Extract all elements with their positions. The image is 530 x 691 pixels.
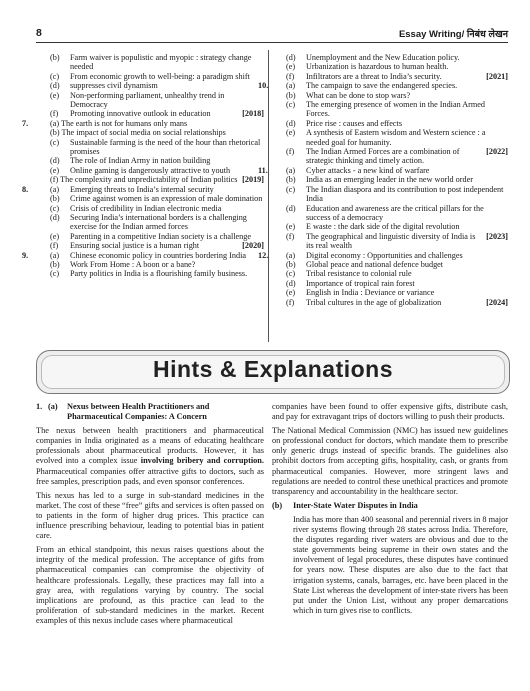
topic-item [50, 119, 264, 128]
item-label: (f) [286, 147, 295, 157]
topic-item [50, 81, 264, 90]
topic-item [50, 128, 264, 137]
item-text: Importance of tropical rain forest [306, 278, 415, 288]
topic-item [50, 166, 264, 175]
question-number: 7. [22, 118, 29, 128]
topic-item [50, 72, 264, 81]
item-label: (f) [286, 231, 295, 241]
item-label: (c) [286, 100, 296, 110]
item-text: English in India : Deviance or variance [306, 288, 435, 298]
topic-item [50, 175, 264, 184]
item-text: The campaign to save the endangered species. [306, 81, 458, 91]
item-text: From economic growth to well-being: a paradigm shift [70, 71, 250, 81]
topic-item [50, 156, 264, 165]
paragraph-a1-post: Pharmaceutical companies offer attractive gifts to doctors, such as free samples, prescription pads, and even sponsor conferences. [36, 466, 264, 486]
item-label: (d) [286, 53, 296, 62]
topic-item [286, 147, 508, 166]
item-label: (c) [50, 137, 60, 147]
section-title: Hints & Explanations [152, 356, 394, 382]
question-group [22, 118, 264, 185]
item-label: (a) [50, 250, 60, 260]
item-text: The geographical and linguistic diversity of India is its real wealth [306, 231, 476, 251]
part-label-b: (b) [272, 500, 283, 510]
item-label: (e) [286, 62, 296, 72]
item-label: (c) [50, 269, 60, 279]
question-list-left [22, 53, 264, 279]
topic-item [286, 53, 508, 62]
item-label: (f) [286, 297, 295, 307]
item-label: (d) [50, 212, 60, 222]
running-title: Essay Writing/ निबंध लेखन [398, 29, 508, 40]
paragraph-a2: This nexus has led to a surge in sub-standard medicines in the market. The cost of these “free” gifts and services is often passed on to patients in the form of higher drug prices. This practice can influence prescribing behaviour, leading to potential bias in patient care. [36, 490, 264, 541]
topic-item [286, 62, 508, 71]
item-text: Farm waiver is populistic and myopic : strategy change needed [70, 53, 252, 72]
item-label: (b) [50, 128, 60, 138]
item-label: (c) [50, 71, 60, 81]
item-label: (b) [50, 194, 60, 204]
item-text: Global peace and national defence budget [306, 259, 444, 269]
item-label: (d) [286, 278, 296, 288]
topic-item [286, 298, 508, 307]
topic-item [50, 232, 264, 241]
item-label: (d) [50, 81, 60, 91]
item-text: The emerging presence of women in the Indian Armed Forces. [306, 100, 486, 119]
topic-item [286, 279, 508, 288]
item-text: suppresses civil dynamism [70, 81, 158, 91]
topic-item [50, 260, 264, 269]
question-group [272, 53, 508, 81]
item-text: The role of Indian Army in nation building [70, 156, 211, 166]
item-label: (b) [286, 175, 296, 185]
item-label: (c) [286, 269, 296, 279]
topic-item [286, 128, 508, 147]
item-label: (c) [286, 184, 296, 194]
item-label: (b) [50, 53, 60, 62]
item-text: Parenting in a competitive Indian society is a challenge [70, 231, 251, 241]
topic-item [50, 185, 264, 194]
paragraph-a3: From an ethical standpoint, this nexus raises questions about the integrity of the medical profession. The acceptance of gifts from pharmaceutical companies can compromise the objectivity of healthcare professionals. Legally, these practices may fall into a gray area, with regulations varying by country. The social implications are profound, as this practice can lead to the proliferation of sub-standard medicines in the market. Recent examples of this nexus include cases where pharmaceutical [36, 545, 264, 625]
topic-item [286, 185, 508, 204]
question-number: 12. [258, 250, 269, 260]
item-text: A synthesis of Eastern wisdom and Western science : a needed goal for humanity. [306, 128, 486, 147]
item-label: (a) [286, 81, 296, 91]
question-number: 11. [258, 165, 268, 175]
item-label: (a) [50, 118, 60, 128]
topic-item [50, 138, 264, 157]
item-text: Chinese economic policy in countries bordering India [70, 250, 246, 260]
item-label: (f) [50, 241, 59, 251]
year-tag: [2018] [242, 109, 264, 119]
paragraph-a1-bold: involving bribery and corruption. [140, 456, 264, 466]
item-label: (b) [286, 259, 296, 269]
item-text: Infiltrators are a threat to India’s security. [306, 71, 442, 81]
topic-item [286, 251, 508, 260]
item-text: The Indian Armed Forces are a combination of strategic thinking and timely action. [306, 147, 460, 166]
item-text: Online gaming is dangerously attractive to youth [70, 165, 231, 175]
item-text: Unemployment and the New Education policy. [306, 53, 460, 62]
question-number: 10. [258, 81, 269, 91]
page-number: 8 [36, 27, 42, 39]
item-text: Tribal cultures in the age of globalization [306, 297, 442, 307]
item-text: Promoting innovative outlook in education [70, 109, 211, 119]
paragraph-a3-continued: companies have been found to offer expensive gifts, distribute cash, and pay for extravagant trips of doctors willing to push their products. [272, 402, 508, 422]
item-text: What can be done to stop wars? [306, 90, 411, 100]
item-text: Sustainable farming is the need of the hour than rhetorical promises [70, 137, 261, 157]
item-label: (f) [50, 109, 59, 119]
item-text: Education and awareness are the critical pillars for the success of a democracy [306, 203, 484, 222]
question-number: 9. [22, 250, 29, 260]
year-tag: [2024] [486, 297, 508, 307]
item-text: Ensuring social justice is a human right [70, 241, 200, 251]
topic-item [50, 241, 264, 250]
header-rule [36, 42, 508, 43]
answer-heading-a [36, 402, 264, 422]
item-label: (d) [50, 156, 60, 166]
topic-item [50, 204, 264, 213]
topic-item [286, 81, 508, 90]
answer-number: 1. [36, 402, 43, 411]
item-text: Price rise : causes and effects [306, 118, 403, 128]
topic-item [50, 251, 264, 260]
item-label: (d) [286, 118, 296, 128]
heading-a-text [36, 402, 264, 422]
topic-item [50, 213, 264, 232]
item-text: Tribal resistance to colonial rule [306, 269, 412, 279]
paragraph-a1-pre: The nexus between health practitioners and pharmaceutical companies in India originated as a means of educating healthcare professionals about pharmaceutical products. However, it has evolved into a complex issue [36, 426, 264, 466]
item-label: (d) [286, 203, 296, 213]
item-text: Party politics in India is a flourishing family business. [70, 269, 248, 279]
item-label: (a) [50, 184, 60, 194]
topic-item [286, 100, 508, 119]
part-label-a: (a) [48, 402, 58, 411]
topic-item [50, 53, 264, 72]
item-text: Digital economy : Opportunities and challenges [306, 250, 463, 260]
item-text: The Indian diaspora and its contribution to post independent India [306, 184, 504, 204]
item-text: Non-performing parliament, unhealthy trend in Democracy [70, 90, 225, 110]
topic-item [286, 288, 508, 297]
topic-item [286, 175, 508, 184]
item-text: Emerging threats to India’s internal security [70, 184, 214, 194]
topic-item [286, 72, 508, 81]
item-label: (f) [50, 175, 59, 185]
item-text: The earth is not for humans only mans [61, 118, 188, 128]
section-banner [36, 350, 510, 394]
page-header [36, 27, 508, 43]
year-tag: [2021] [486, 71, 508, 81]
paragraph-b1: India has more than 400 seasonal and perennial rivers in 8 major river systems flowing through 28 states across India. Therefore, the disputes regarding river waters are obvious and due to the state governments being supreme in their own states and the involvement of legal procedures, these disputes have continued for years now. These disputes are also due to the fact that irrigation systems, canals, barrages, etc. have been placed in the State List whereas the development of inter-state rivers has been put under the Union List, without any proper demarcations which in turn gives rise to conflicts. [293, 514, 508, 615]
paragraph-a4: The National Medical Commission (NMC) has issued new guidelines on professional conduct for doctors, which mandate them to prescribe only generic drugs instead of specific brands. The guidelines also prohibit doctors from accepting gifts, hospitality, cash, or grants from pharmaceutical companies. However, more stringent laws and regulations are needed to control these unethical practices and promote transparency and accountability in the healthcare sector. [272, 426, 508, 496]
question-number: 8. [22, 184, 29, 194]
topic-item [286, 260, 508, 269]
question-group [258, 165, 508, 251]
topic-item [286, 119, 508, 128]
item-label: (e) [50, 165, 60, 175]
item-text: Crime against women is an expression of male domination [70, 194, 263, 204]
topic-item [50, 269, 264, 278]
item-text: India as an emerging leader in the new world order [306, 175, 473, 185]
item-text: Urbanization is hazardous to human health. [306, 62, 449, 72]
question-group [36, 53, 264, 119]
topic-item [286, 204, 508, 223]
question-group [22, 184, 264, 251]
explanation-right-column [272, 402, 508, 620]
item-text: Work From Home : A boon or a bane? [70, 259, 196, 269]
item-label: (e) [286, 128, 296, 138]
topic-item [286, 269, 508, 278]
topic-item [286, 166, 508, 175]
heading-a-title: Nexus between Health Practitioners and Pharmaceutical Companies: A Concern [67, 402, 210, 422]
answer-heading-b [272, 501, 508, 511]
topic-item [286, 91, 508, 100]
year-tag: [2023] [486, 231, 508, 241]
year-tag: [2020] [242, 241, 264, 251]
item-label: (c) [50, 203, 60, 213]
question-group [258, 250, 508, 307]
heading-b-title: Inter-State Water Disputes in India [293, 500, 418, 510]
item-label: (e) [50, 90, 60, 100]
item-text: The complexity and unpredictability of Indian politics [60, 175, 238, 185]
item-label: (a) [286, 165, 296, 175]
topic-item [50, 109, 264, 118]
item-label: (a) [286, 250, 296, 260]
explanation-left-column [36, 402, 264, 630]
topic-item [50, 194, 264, 203]
item-text: Securing India’s international borders is a challenging exercise for the Indian armed forces [70, 212, 247, 232]
question-group [258, 81, 508, 166]
item-label: (b) [286, 90, 296, 100]
item-label: (e) [286, 222, 296, 232]
item-label: (e) [50, 231, 60, 241]
topic-item [286, 222, 508, 231]
item-text: E waste : the dark side of the digital revolution [306, 222, 460, 232]
year-tag: [2022] [486, 147, 508, 157]
item-label: (f) [286, 71, 295, 81]
column-divider [268, 50, 269, 342]
item-text: Crisis of credibility in Indian electronic media [70, 203, 222, 213]
item-text: The impact of social media on social relationships [61, 128, 226, 138]
question-list-right [258, 53, 508, 307]
item-label: (e) [286, 288, 296, 298]
topic-item [286, 232, 508, 251]
year-tag: [2019] [242, 175, 264, 185]
item-label: (b) [50, 259, 60, 269]
paragraph-a1 [36, 426, 264, 487]
topic-item [50, 91, 264, 110]
item-text: Cyber attacks - a new kind of warfare [306, 165, 430, 175]
